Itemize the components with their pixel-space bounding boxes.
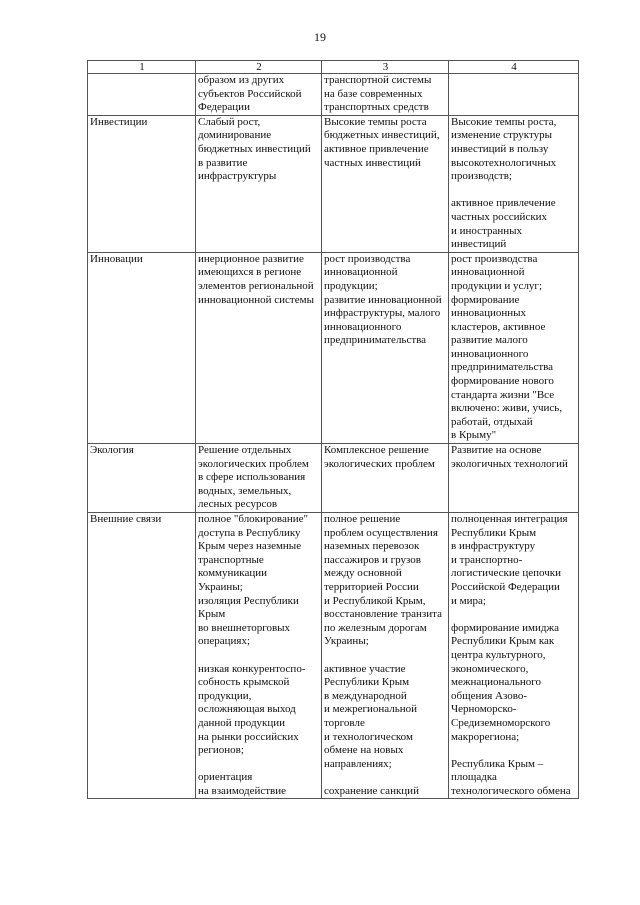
cell-line: Инвестиции [90, 115, 148, 128]
row-category-cell [88, 513, 196, 799]
cell-line: включено: живи, учись, [451, 402, 563, 415]
cell-line: инвестиций [451, 238, 507, 251]
cell-line: Слабый рост, [198, 115, 261, 128]
cell-line: пассажиров и грузов [324, 553, 421, 566]
cell-line [324, 649, 447, 663]
table-cell [196, 513, 322, 799]
table-cell [322, 513, 449, 799]
cell-line: на взаимодействие [198, 784, 286, 797]
cell-line: Крым [198, 608, 226, 621]
cell-line: Решение отдельных [198, 444, 292, 457]
cell-line: предпринимательства [451, 361, 554, 374]
table-row [88, 74, 579, 116]
cell-line: Российской Федерации [451, 580, 560, 593]
cell-line: инновационной [451, 266, 525, 279]
cell-line: регионов; [198, 744, 244, 757]
cell-line: Высокие темпы роста, [451, 115, 557, 128]
cell-line: Инновации [90, 252, 143, 265]
cell-line: Высокие темпы роста [324, 115, 427, 128]
cell-line: и Республикой Крым, [324, 594, 426, 607]
cell-line: работай, отдыхай [451, 415, 533, 428]
cell-line: Средиземноморского [451, 716, 551, 729]
table-cell [449, 74, 579, 116]
row-category-cell [88, 252, 196, 443]
strategy-table [87, 60, 579, 799]
cell-line: продукции, [198, 689, 252, 702]
cell-line: межнационального [451, 676, 541, 689]
cell-line: между основной [324, 567, 402, 580]
cell-line: в Крыму" [451, 429, 497, 442]
cell-line: Черноморско- [451, 703, 517, 716]
cell-line: коммуникации [198, 567, 267, 580]
cell-line: операциях; [198, 635, 251, 648]
cell-line: формирование [451, 293, 520, 306]
cell-line: направлениях; [324, 757, 392, 770]
table-cell [196, 74, 322, 116]
cell-line [451, 184, 577, 198]
cell-line: предпринимательства [324, 334, 427, 347]
page-number: 19 [314, 30, 326, 44]
cell-line: общения Азово- [451, 689, 528, 702]
cell-line: обмене на новых [324, 744, 404, 757]
cell-line: доступа в Республику [198, 526, 301, 539]
table-cell [449, 115, 579, 252]
cell-line: инновационной [324, 266, 398, 279]
cell-line: частных российских [451, 210, 548, 223]
table-cell [322, 252, 449, 443]
cell-line: транспортных средств [324, 101, 429, 114]
cell-line [451, 608, 577, 622]
cell-line: логистические цепочки [451, 567, 562, 580]
table-cell [449, 513, 579, 799]
cell-line: Развитие на основе [451, 444, 542, 457]
cell-line: имеющихся в регионе [198, 266, 302, 279]
cell-line: субъектов Российской [198, 87, 302, 100]
cell-line: площадка [451, 771, 497, 784]
cell-line: полное "блокирование" [198, 513, 308, 525]
row-category-cell [88, 74, 196, 116]
cell-line: экологичных технологий [451, 457, 568, 470]
table-cell [322, 115, 449, 252]
cell-line [324, 771, 447, 785]
cell-line: экологических проблем [198, 457, 309, 470]
table-cell [449, 444, 579, 513]
cell-line: стандарта жизни "Все [451, 388, 555, 401]
column-number-3: 3 [322, 61, 449, 74]
cell-line: Крым через наземные [198, 540, 302, 553]
cell-line: формирование нового [451, 375, 554, 388]
cell-line: активное участие [324, 662, 406, 675]
cell-line: бюджетных инвестиций [198, 142, 311, 155]
cell-line: собность крымской [198, 676, 290, 689]
cell-line: лесных ресурсов [198, 498, 278, 511]
cell-line: бюджетных инвестиций, [324, 129, 440, 142]
table-row [88, 252, 579, 443]
row-category-cell [88, 444, 196, 513]
cell-line: в инфраструктуру [451, 540, 536, 553]
table-cell [449, 252, 579, 443]
cell-line: Внешние связи [90, 513, 162, 525]
table-cell [196, 115, 322, 252]
cell-line: Комплексное решение [324, 444, 429, 457]
cell-line: рост производства [324, 252, 411, 265]
cell-line: элементов региональной [198, 279, 314, 292]
cell-line: водных, земельных, [198, 484, 292, 497]
cell-line: инновационного [451, 347, 529, 360]
cell-line: высокотехнологичных [451, 156, 557, 169]
cell-line: формирование имиджа [451, 621, 559, 634]
cell-line: транспортные [198, 553, 264, 566]
cell-line: в сфере использования [198, 471, 306, 484]
cell-line: торговле [324, 716, 365, 729]
table-cell [322, 444, 449, 513]
cell-line: наземных перевозок [324, 540, 420, 553]
cell-line: Экология [90, 444, 134, 457]
table-row [88, 115, 579, 252]
column-number-4: 4 [449, 61, 579, 74]
cell-line: инновационной системы [198, 293, 314, 306]
cell-line: полное решение [324, 513, 401, 525]
cell-line: Украины; [198, 580, 243, 593]
cell-line: низкая конкурентоспо- [198, 662, 306, 675]
cell-line: Республики Крым как [451, 635, 555, 648]
cell-line: инновационного [324, 320, 402, 333]
cell-line: макрорегиона; [451, 730, 520, 743]
cell-line: во внешнеторговых [198, 621, 291, 634]
cell-line [90, 74, 194, 88]
cell-line [198, 649, 320, 663]
cell-line: доминирование [198, 129, 272, 142]
table-cell [196, 252, 322, 443]
cell-line: инерционное развитие [198, 252, 304, 265]
cell-line: инфраструктуры [198, 170, 277, 183]
cell-line: экологических проблем [324, 457, 435, 470]
table-cell [196, 444, 322, 513]
cell-line: в развитие [198, 156, 248, 169]
column-number-1: 1 [88, 61, 196, 74]
cell-line: данной продукции [198, 716, 286, 729]
cell-line: в международной [324, 689, 407, 702]
cell-line: инновационных [451, 307, 527, 320]
cell-line: и иностранных [451, 224, 523, 237]
cell-line: и технологическом [324, 730, 413, 743]
cell-line: продукции и услуг; [451, 279, 542, 292]
cell-line: ориентация [198, 771, 253, 784]
cell-line: проблем осуществления [324, 526, 438, 539]
cell-line: инвестиций в пользу [451, 142, 549, 155]
cell-line: центра культурного, [451, 648, 546, 661]
cell-line: рост производства [451, 252, 538, 265]
table-cell [322, 74, 449, 116]
cell-line: Федерации [198, 101, 250, 114]
cell-line: частных инвестиций [324, 156, 421, 169]
cell-line: и мира; [451, 594, 486, 607]
cell-line: образом из других [198, 74, 285, 86]
cell-line: транспортной системы [324, 74, 432, 86]
cell-line [451, 74, 577, 88]
cell-line: Украины; [324, 635, 369, 648]
cell-line: изменение структуры [451, 129, 553, 142]
cell-line: активное привлечение [451, 197, 556, 210]
cell-line: территорией России [324, 580, 419, 593]
table-row [88, 444, 579, 513]
cell-line: продукции; [324, 279, 378, 292]
cell-line: на рынки российских [198, 730, 299, 743]
cell-line: активное привлечение [324, 142, 429, 155]
cell-line: полноценная интеграция [451, 513, 568, 525]
column-number-2: 2 [196, 61, 322, 74]
cell-line: по железным дорогам [324, 621, 427, 634]
cell-line: Республики Крым [451, 526, 537, 539]
cell-line: осложняющая выход [198, 703, 296, 716]
cell-line: кластеров, активное [451, 320, 546, 333]
header-row [88, 61, 579, 74]
cell-line: сохранение санкций [324, 784, 419, 797]
cell-line: инфраструктуры, малого [324, 307, 441, 320]
cell-line: технологического обмена [451, 784, 571, 797]
cell-line [451, 744, 577, 758]
cell-line [198, 758, 320, 772]
table-row [88, 513, 579, 799]
cell-line: восстановление транзита [324, 608, 442, 621]
cell-line: развитие малого [451, 334, 528, 347]
cell-line: Республика Крым – [451, 757, 544, 770]
row-category-cell [88, 115, 196, 252]
cell-line: и межрегиональной [324, 703, 418, 716]
cell-line: экономического, [451, 662, 529, 675]
cell-line: на базе современных [324, 87, 423, 100]
cell-line: изоляция Республики [198, 594, 299, 607]
cell-line: Республики Крым [324, 676, 410, 689]
cell-line: развитие инновационной [324, 293, 442, 306]
cell-line: и транспортно- [451, 553, 523, 566]
cell-line: производств; [451, 170, 512, 183]
